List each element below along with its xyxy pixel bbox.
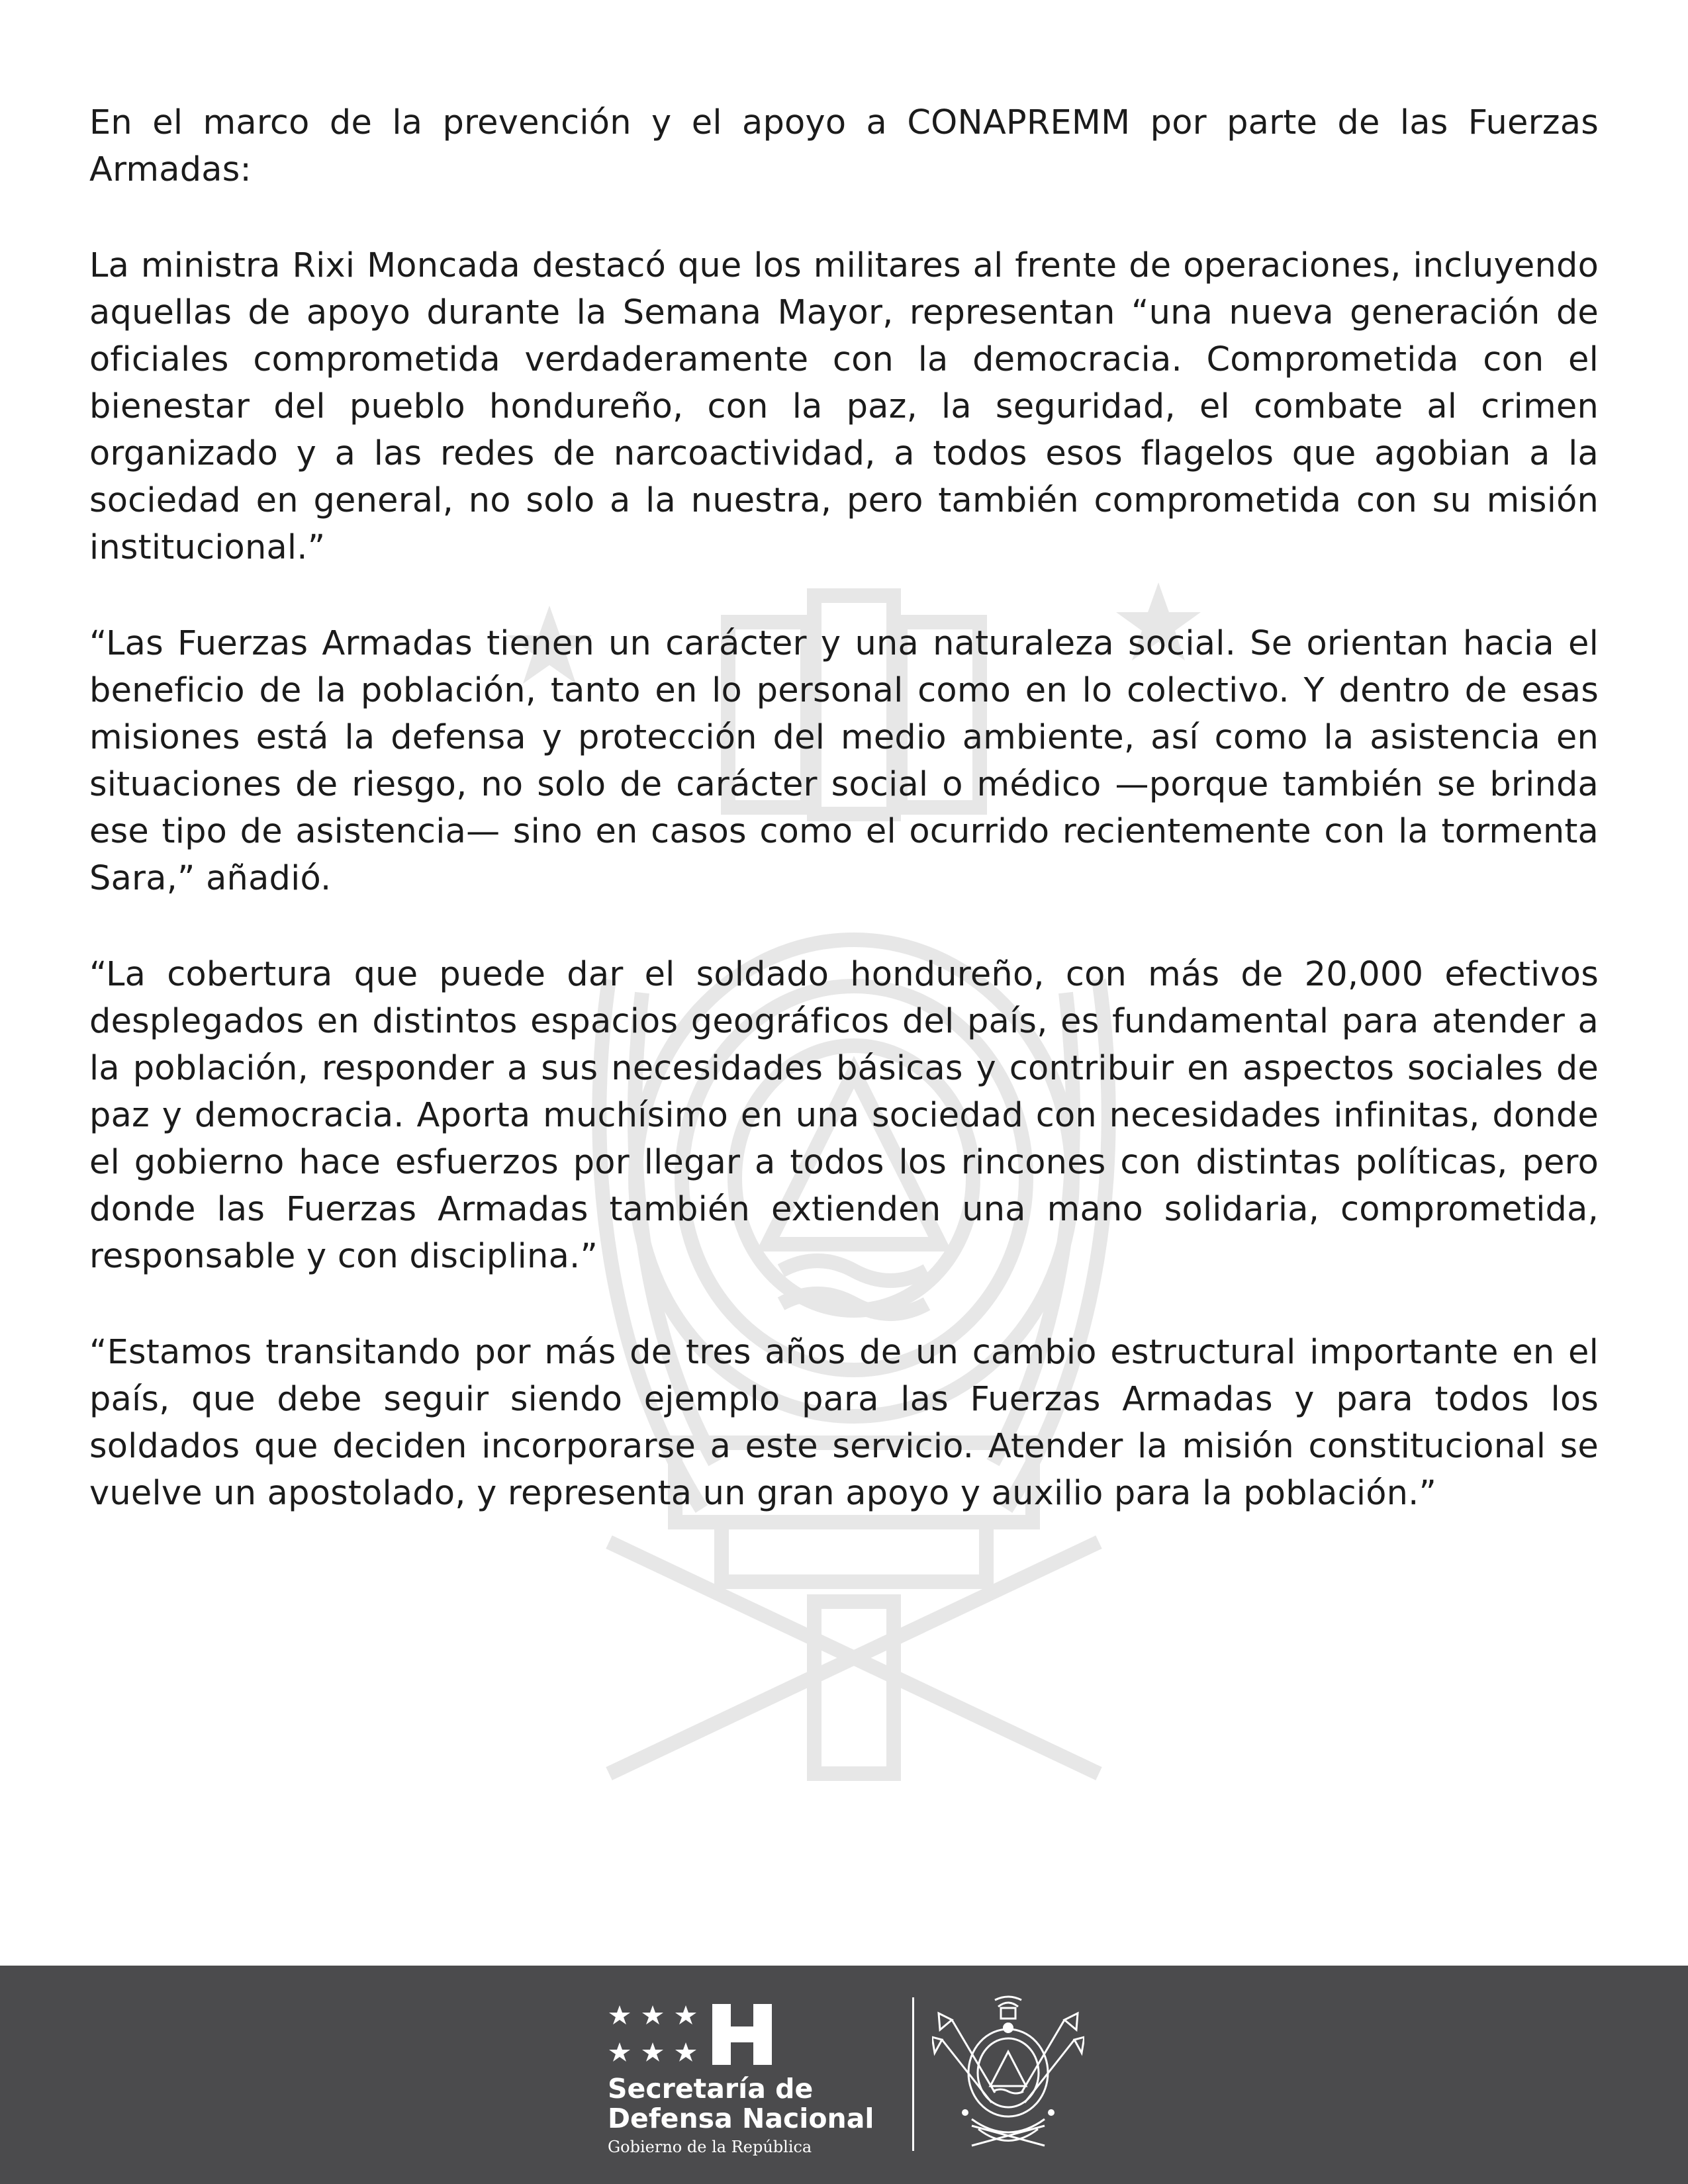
paragraph-social-nature: “Las Fuerzas Armadas tienen un carácter y una naturaleza social. Se orientan hacia el beneficio de la población, tanto en lo personal como en lo colectivo. Y dentro de esas misiones está la defensa y protección del medio ambiente, así como la asistencia en situaciones de riesgo, no solo de carácter social o médico —porque también se brinda ese tipo de asistencia— sino en casos como el ocurrido recientemente con la tormenta Sara,” añadió.	[89, 624, 1599, 898]
paragraph-coverage: “La cobertura que puede dar el soldado hondureño, con más de 20,000 efectivos desplegados en distintos espacios geográficos del país, es fundamental para atender a la población, responder a sus necesidades básicas y contribuir en aspectos sociales de paz y democracia. Aporta muchísimo en una sociedad con necesidades infinitas, donde el gobierno hace esfuerzos por llegar a todos los rincones con distintas políticas, pero donde las Fuerzas Armadas también extienden una mano solidaria, comprometida, responsable y con disciplina.”	[89, 955, 1599, 1276]
paragraph-intro: En el marco de la prevención y el apoyo a CONAPREMM por parte de las Fuerzas Armadas:	[89, 103, 1599, 189]
coat-of-arms-icon	[932, 1993, 1084, 2158]
footer-bar	[0, 1966, 1688, 2184]
h-logo-icon	[712, 2004, 772, 2065]
secretaria-defensa-logo	[608, 2004, 919, 2156]
paragraph-structural-change: “Estamos transitando por más de tres años de un cambio estructural importante en el país, que debe seguir siendo ejemplo para las Fuerzas Armadas y para todos los soldados que deciden incorporarse a este servicio. Atender la misión constitucional se vuelve un apostolado, y representa un gran apoyo y auxilio para la población.”	[89, 1333, 1599, 1513]
org-subtitle: Gobierno de la República	[608, 2138, 812, 2156]
press-release-body	[89, 99, 1599, 1566]
org-name-line2: Defensa Nacional	[608, 2103, 874, 2134]
five-stars-icon	[608, 2004, 707, 2067]
org-name-line1: Secretaría de	[608, 2073, 814, 2105]
footer-divider	[912, 1997, 914, 2151]
paragraph-minister-statement: La ministra Rixi Moncada destacó que los militares al frente de operaciones, incluyendo aquellas de apoyo durante la Semana Mayor, representan “una nueva generación de oficiales comprometida verdaderamente con la democracia. Comprometida con el bienestar del pueblo hondureño, con la paz, la seguridad, el combate al crimen organizado y a las redes de narcoactividad, a todos esos flagelos que agobian a la sociedad en general, no solo a la nuestra, pero también comprometida con su misión institucional.”	[89, 246, 1599, 567]
